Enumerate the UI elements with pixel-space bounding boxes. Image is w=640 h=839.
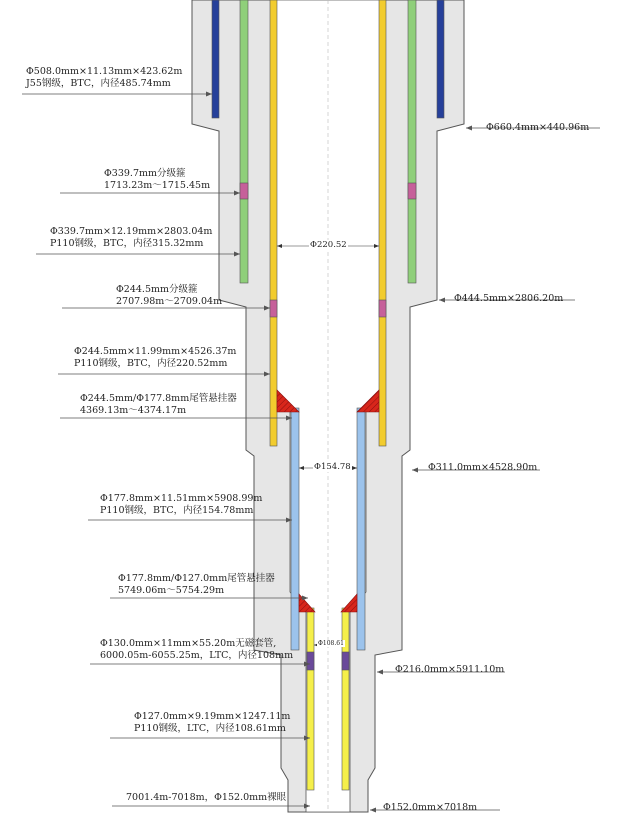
label-casing-339-grade: P110钢级，BTC，内径315.32mm — [50, 238, 204, 249]
dim-id-108: Φ108.61 — [318, 640, 344, 647]
label-liner-127 — [134, 711, 290, 735]
label-open-hole-text: 7001.4m-7018m，Φ152.0mm裸眼 — [126, 792, 287, 803]
label-stage-collar-339-title: Φ339.7mm分级箍 — [104, 168, 186, 179]
stage-collar-244-left — [270, 300, 277, 317]
label-hanger-244-177-depth: 4369.13m～4374.17m — [80, 405, 187, 416]
stage-collar-339-right — [408, 183, 416, 199]
label-stage-collar-244 — [116, 284, 222, 308]
leader-hole-216-arrow — [377, 670, 383, 675]
liner-177-right — [357, 408, 365, 650]
casing-244-left — [270, 0, 277, 446]
label-casing-508-spec: Φ508.0mm×11.13mm×423.62m — [26, 66, 183, 77]
casing-339-left — [240, 0, 248, 283]
label-stage-collar-244-title: Φ244.5mm分级箍 — [116, 284, 198, 295]
label-casing-339 — [50, 226, 212, 250]
casing-339-right — [408, 0, 416, 283]
label-casing-244 — [74, 346, 236, 370]
leader-hole-444-arrow — [439, 298, 445, 303]
label-liner-127-grade: P110钢级，LTC，内径108.61mm — [134, 723, 286, 734]
label-hole-444: Φ444.5mm×2806.20m — [454, 293, 564, 304]
label-casing-244-grade: P110钢级，BTC，内径220.52mm — [74, 358, 228, 369]
label-open-hole — [126, 792, 286, 804]
label-liner-177-grade: P110钢级，BTC，内径154.78mm — [100, 505, 254, 516]
casing-508-left — [212, 0, 219, 118]
leader-hole-660-arrow — [466, 126, 472, 131]
label-casing-339-spec: Φ339.7mm×12.19mm×2803.04m — [50, 226, 213, 237]
label-hanger-244-177 — [80, 393, 237, 417]
liner-127-left — [307, 608, 314, 790]
dim-id-154: Φ154.78 — [314, 462, 351, 472]
label-hanger-244-177-title: Φ244.5mm/Φ177.8mm尾管悬挂器 — [80, 393, 237, 404]
label-hole-311: Φ311.0mm×4528.90m — [428, 462, 538, 473]
label-hole-216: Φ216.0mm×5911.10m — [395, 664, 505, 675]
label-hole-152: Φ152.0mm×7018m — [383, 802, 478, 813]
label-casing-508-grade: J55钢级，BTC，内径485.74mm — [26, 78, 171, 89]
label-liner-177 — [100, 493, 262, 517]
label-hole-660: Φ660.4mm×440.96m — [486, 122, 590, 133]
leader-hole-311-arrow — [412, 468, 418, 473]
stage-collar-339-left — [240, 183, 248, 199]
label-casing-244-spec: Φ244.5mm×11.99mm×4526.37m — [74, 346, 237, 357]
label-stage-collar-339 — [104, 168, 210, 192]
nonmag-sub-right — [342, 652, 349, 670]
label-hanger-177-127-title: Φ177.8mm/Φ127.0mm尾管悬挂器 — [118, 573, 275, 584]
liner-127-right — [342, 608, 349, 790]
label-stage-collar-244-depth: 2707.98m～2709.04m — [116, 296, 223, 307]
stage-collar-244-right — [379, 300, 386, 317]
label-nonmag-casing-depth: 6000.05m-6055.25m，LTC，内径108mm — [100, 650, 294, 661]
casing-244-right — [379, 0, 386, 446]
label-liner-127-spec: Φ127.0mm×9.19mm×1247.11m — [134, 711, 291, 722]
label-casing-508 — [26, 66, 182, 90]
casing-508-right — [437, 0, 444, 118]
liner-177-left — [291, 408, 299, 650]
label-hanger-177-127 — [118, 573, 275, 597]
dim-id-220: Φ220.52 — [310, 240, 347, 250]
nonmag-sub-left — [307, 652, 314, 670]
label-nonmag-casing — [100, 638, 293, 662]
label-hanger-177-127-depth: 5749.06m～5754.29m — [118, 585, 225, 596]
label-stage-collar-339-depth: 1713.23m～1715.45m — [104, 180, 211, 191]
leader-hole-152-arrow — [370, 808, 376, 813]
label-nonmag-casing-spec: Φ130.0mm×11mm×55.20m无磁套管, — [100, 638, 277, 649]
label-liner-177-spec: Φ177.8mm×11.51mm×5908.99m — [100, 493, 263, 504]
